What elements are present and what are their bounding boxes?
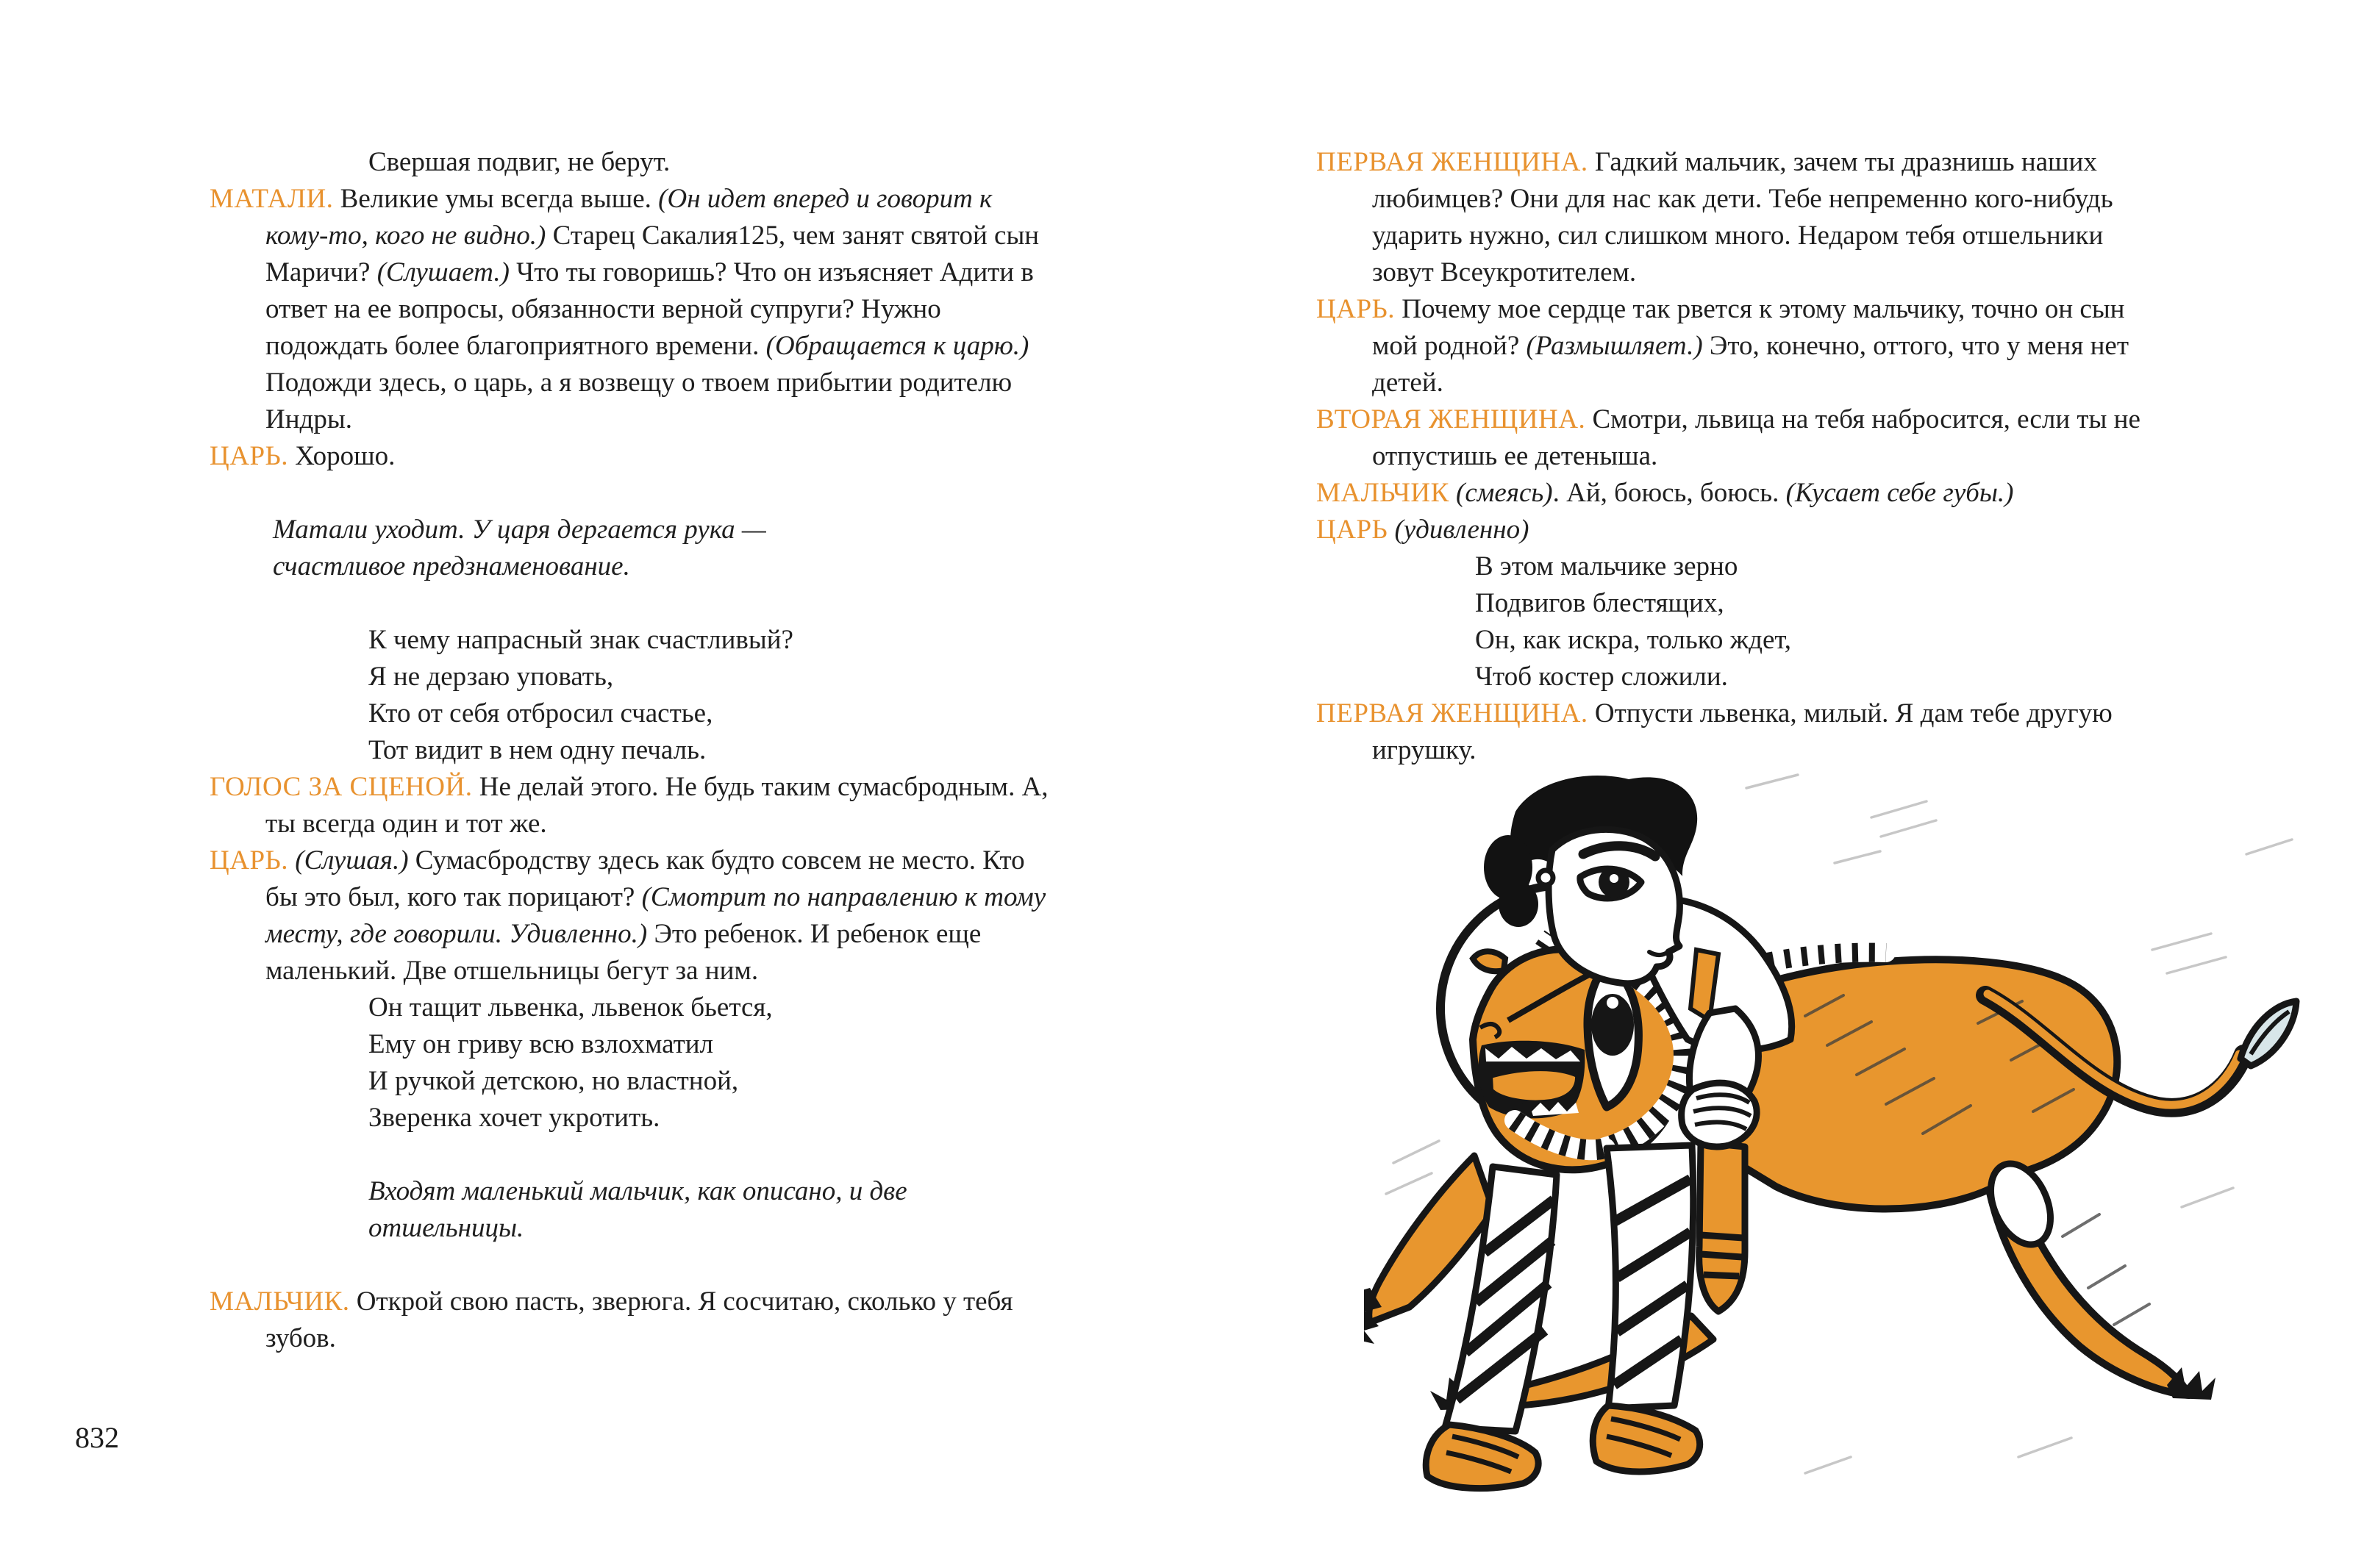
speaker-label: ЦАРЬ: [1316, 515, 1388, 545]
speaker-label: ВТОРАЯ ЖЕНЩИНА.: [1316, 404, 1586, 434]
stage-note: (Кусает себе губы.): [1785, 478, 2014, 508]
verse-line: Свершая подвиг, не берут.: [368, 147, 671, 177]
speech-text: Это ребенок. И ребенок еще маленький. Две отшельницы бегут за ним.: [265, 919, 982, 986]
speech-text: . Ай, боюсь, боюсь.: [1552, 478, 1786, 508]
speaker-label: ПЕРВАЯ ЖЕНЩИНА.: [1316, 147, 1588, 177]
speech: [210, 842, 1054, 989]
speech-text: Что ты говоришь? Что он изъясняет Адити в ответ на ее вопросы, обязанности верной супруги? Нужно подождать более благоприятного времени.: [265, 257, 1034, 361]
speech: [1316, 475, 2160, 512]
page-number: 832: [75, 1421, 119, 1454]
speech-text: Хорошо.: [295, 441, 396, 471]
speech-text: Великие умы всегда выше.: [340, 184, 659, 214]
speech: [1316, 291, 2160, 401]
verse-block: [210, 622, 1054, 769]
verse-line: Тот видит в нем одну печаль.: [368, 735, 707, 765]
stage-note: (Он идет вперед и говорит к кому-то, кого не видно.): [265, 184, 993, 251]
verse-line: К чему напрасный знак счастливый?: [368, 625, 793, 655]
verse-block: [1316, 548, 2160, 695]
verse-line: Он тащит львенка, львенок бьется,: [368, 992, 773, 1023]
verse-line: И ручкой детскою, но властной,: [368, 1066, 739, 1096]
speaker-label: МАТАЛИ.: [210, 184, 334, 214]
stage-note: (Размышляет.): [1526, 331, 1703, 361]
boy-right-foot: [1593, 1406, 1699, 1472]
speaker-label: ЦАРЬ.: [210, 845, 289, 876]
speech-text: Не делай этого. Не будь таким сумасбродным. А, ты всегда один и тот же.: [265, 772, 1049, 839]
speech-text: Гадкий мальчик, зачем ты дразнишь наших любимцев? Они для нас как дети. Тебе непременно кого-нибудь ударить нужно, сил слишком много. Недаром тебя отшельники зовут Всеукротителем.: [1372, 147, 2113, 287]
verse-block: [210, 989, 1054, 1136]
lion-eye-highlight: [1607, 997, 1618, 1009]
stage-direction: [210, 512, 905, 585]
speech-text: Старец Сакалия125, чем занят святой сын Маричи?: [265, 221, 1040, 287]
boy-left-foot: [1426, 1425, 1538, 1489]
earring: [1538, 870, 1553, 885]
stage-note: (смеясь): [1456, 478, 1553, 508]
speaker-label: ГОЛОС ЗА СЦЕНОЙ.: [210, 772, 473, 802]
speech-text: Смотри, львица на тебя набросится, если ты не отпустишь ее детеныша.: [1372, 404, 2140, 471]
speech-text: Подожди здесь, о царь, а я возвещу о твоем прибытии родителю Индры.: [265, 368, 1013, 434]
speech: [210, 438, 1054, 475]
verse-block: [210, 144, 1054, 181]
stage-note: (Слушая.): [295, 845, 409, 876]
hair-bun-lower: [1499, 881, 1538, 927]
lion-tongue: [1490, 1069, 1577, 1102]
right-page-text: [1316, 144, 2160, 769]
speaker-label: МАЛЬЧИК: [1316, 478, 1449, 508]
verse-line: Подвигов блестящих,: [1475, 588, 1724, 618]
verse-line: Чтоб костер сложили.: [1475, 662, 1728, 692]
speaker-label: МАЛЬЧИК.: [210, 1286, 350, 1317]
stage-note: (Слушает.): [376, 257, 510, 287]
speech: [1316, 401, 2160, 475]
boy-right-leg: [1607, 1145, 1693, 1408]
stage-direction-text: Матали уходит. У царя дергается рука — счастливое предзнаменование.: [273, 515, 766, 581]
speaker-label: ЦАРЬ.: [1316, 294, 1396, 324]
stage-direction-text: Входят маленький мальчик, как описано, и две отшельницы.: [368, 1176, 907, 1243]
verse-line: Ему он гриву всю взлохматил: [368, 1029, 714, 1059]
speaker-label: ЦАРЬ.: [210, 441, 289, 471]
verse-line: Зверенка хочет укротить.: [368, 1103, 660, 1133]
left-page-text: [210, 144, 1054, 1357]
lion-ear: [1473, 951, 1505, 971]
speech-text: Почему мое сердце так рвется к этому мальчику, точно он сын мой родной?: [1372, 294, 2125, 361]
verse-line: В этом мальчике зерно: [1475, 551, 1738, 581]
speech-text: Открой свою пасть, зверюга. Я сосчитаю, сколько у тебя зубов.: [265, 1286, 1013, 1353]
stage-direction: [210, 1173, 971, 1247]
speech: [1316, 512, 2160, 548]
speech: [210, 181, 1054, 438]
speech: [1316, 695, 2160, 769]
speech: [210, 1284, 1054, 1357]
hanging-leg: [1699, 1142, 1745, 1311]
boy-face: [1549, 829, 1679, 984]
speaker-label: ПЕРВАЯ ЖЕНЩИНА.: [1316, 698, 1588, 728]
speech-text: Отпусти львенка, милый. Я дам тебе другую игрушку.: [1372, 698, 2113, 765]
stage-note: (Смотрит по направлению к тому месту, где говорили. Удивленно.): [265, 882, 1046, 949]
stage-note: (Обращается к царю.): [765, 331, 1029, 361]
speech-text: Сумасбродству здесь как будто совсем не место. Кто бы это был, кого так порицают?: [265, 845, 1025, 912]
speech: [1316, 144, 2160, 291]
speech: [210, 769, 1054, 842]
boy-eye-highlight: [1610, 874, 1618, 883]
verse-line: Кто от себя отбросил счастье,: [368, 698, 713, 728]
boy-and-lion-illustration: [1364, 766, 2313, 1501]
verse-line: Он, как искра, только ждет,: [1475, 625, 1792, 655]
verse-line: Я не дерзаю уповать,: [368, 662, 614, 692]
speech-text: Это, конечно, оттого, что у меня нет детей.: [1372, 331, 2129, 398]
stage-note: (удивленно): [1394, 515, 1529, 545]
